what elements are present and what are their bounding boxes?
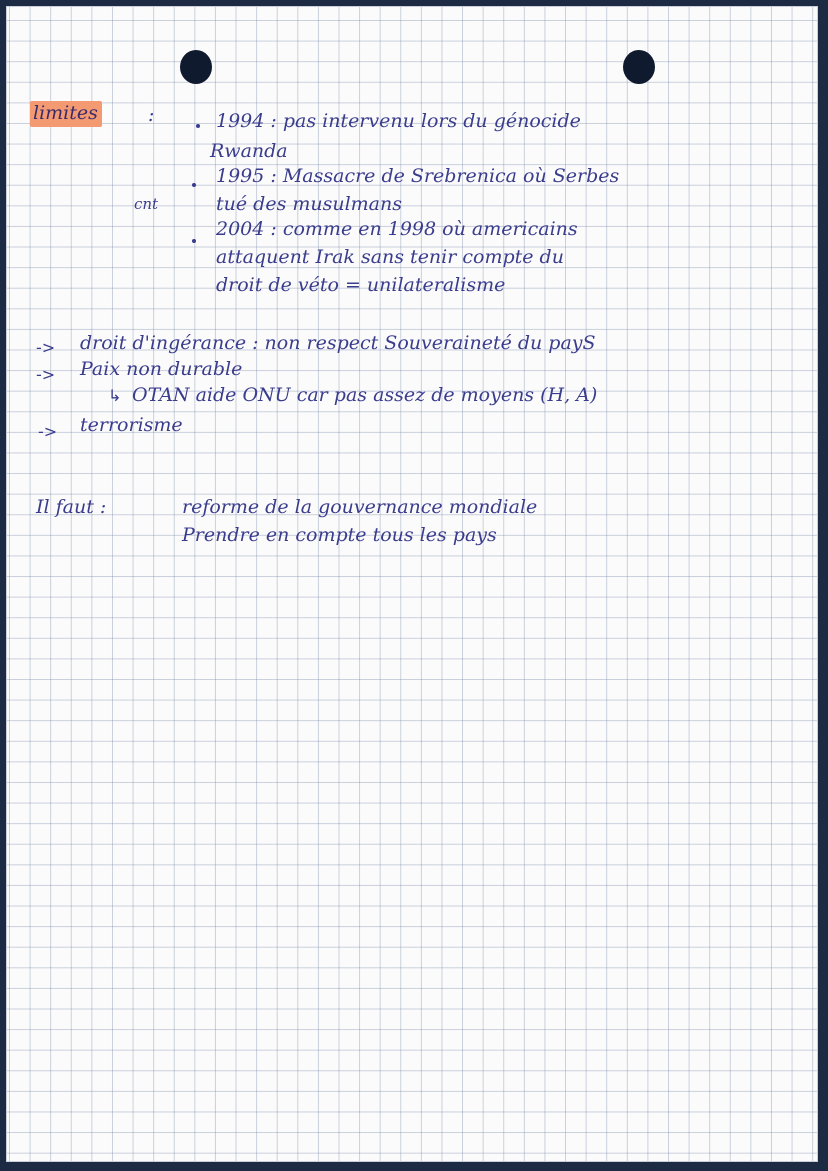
binder-hole-right bbox=[623, 50, 655, 84]
side-note: cnt bbox=[134, 195, 159, 213]
limits-heading bbox=[30, 104, 102, 123]
limits-line-1: 1994 : pas intervenu lors du génocide bbox=[216, 110, 581, 132]
arrow-marker: -> bbox=[38, 422, 58, 441]
grid-paper-sheet bbox=[6, 6, 818, 1162]
consequence-line-3: OTAN aide ONU car pas assez de moyens (H, A) bbox=[132, 384, 598, 406]
conclusion-line-1: reforme de la gouvernance mondiale bbox=[182, 496, 538, 518]
consequence-line-2: Paix non durable bbox=[80, 358, 243, 380]
limits-line-3: 1995 : Massacre de Srebrenica où Serbes bbox=[216, 165, 620, 187]
limits-line-4: tué des musulmans bbox=[216, 193, 403, 215]
bullet-dot bbox=[192, 183, 196, 187]
limits-line-6: attaquent Irak sans tenir compte du bbox=[216, 246, 564, 268]
limits-line-5: 2004 : comme en 1998 où americains bbox=[216, 218, 578, 240]
sub-arrow-marker: ↳ bbox=[108, 386, 122, 405]
limits-line-7: droit de véto = unilateralisme bbox=[216, 274, 506, 296]
arrow-marker: -> bbox=[36, 365, 56, 384]
conclusion-label: Il faut : bbox=[36, 496, 107, 518]
consequence-line-4: terrorisme bbox=[80, 414, 183, 436]
arrow-marker: -> bbox=[36, 338, 56, 357]
bullet-dot bbox=[196, 124, 200, 128]
consequence-line-1: droit d'ingérance : non respect Souveraineté du payS bbox=[80, 332, 596, 354]
colon-mark: : bbox=[148, 104, 155, 126]
conclusion-line-2: Prendre en compte tous les pays bbox=[182, 524, 497, 546]
limits-heading-highlight: limites bbox=[30, 101, 102, 127]
binder-hole-left bbox=[180, 50, 212, 84]
limits-line-2: Rwanda bbox=[210, 140, 288, 162]
bullet-dot bbox=[192, 239, 196, 243]
